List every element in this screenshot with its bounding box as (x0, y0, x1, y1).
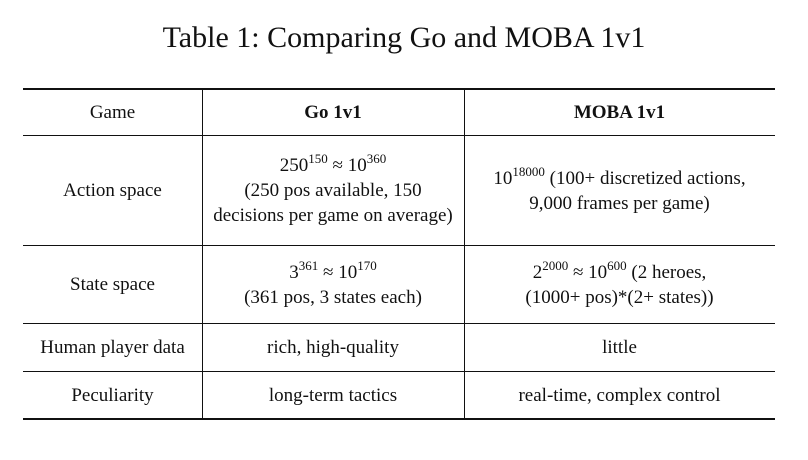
state-space-moba-line2: (1000+ pos)*(2+ states)) (525, 286, 714, 308)
human-data-label: Human player data (40, 337, 185, 358)
header-game (23, 90, 202, 135)
row-label-action-space (23, 136, 202, 245)
cell-human-data-moba (464, 324, 775, 371)
table-caption: Table 1: Comparing Go and MOBA 1v1 (162, 21, 646, 54)
cell-peculiarity-moba (464, 372, 775, 418)
cell-peculiarity-go (202, 372, 464, 418)
action-space-go-line2: (250 pos available, 150 (244, 180, 422, 201)
cell-action-space-go (202, 136, 464, 245)
cell-state-space-moba (464, 246, 775, 323)
row-label-human-data (23, 324, 202, 371)
action-space-go-formula: $250^{150} \approx 10^{360}$ (279, 151, 387, 176)
action-space-moba-line2: 9,000 frames per game) (529, 192, 710, 214)
cell-state-space-go (202, 246, 464, 323)
state-space-label: State space (70, 274, 155, 295)
peculiarity-go-text: long-term tactics (268, 384, 398, 406)
cell-human-data-go (202, 324, 464, 371)
action-space-label: Action space (63, 180, 162, 201)
peculiarity-label: Peculiarity (71, 384, 154, 406)
bottom-rule (23, 418, 775, 420)
human-data-moba-text: little (602, 337, 637, 358)
action-space-moba-line1: $10^{18000}$ (100+ discretized actions, (493, 163, 746, 189)
header-moba-text: MOBA 1v1 (573, 102, 666, 123)
action-space-go-line3: decisions per game on average) (213, 205, 453, 226)
header-game-text: Game (89, 102, 136, 123)
peculiarity-moba-text: real-time, complex control (518, 384, 721, 406)
state-space-go-formula: $3^{361} \approx 10^{170}$ (289, 257, 377, 283)
header-moba (464, 90, 775, 135)
row-label-peculiarity (23, 372, 202, 418)
row-label-state-space (23, 246, 202, 323)
state-space-moba-line1: $2^{2000} \approx 10^{600}$ (2 heroes, (532, 257, 707, 283)
cell-action-space-moba (464, 136, 775, 245)
state-space-go-line2: (361 pos, 3 states each) (244, 286, 422, 308)
header-go-text: Go 1v1 (304, 102, 362, 123)
header-go (202, 90, 464, 135)
human-data-go-text: rich, high-quality (267, 337, 399, 358)
